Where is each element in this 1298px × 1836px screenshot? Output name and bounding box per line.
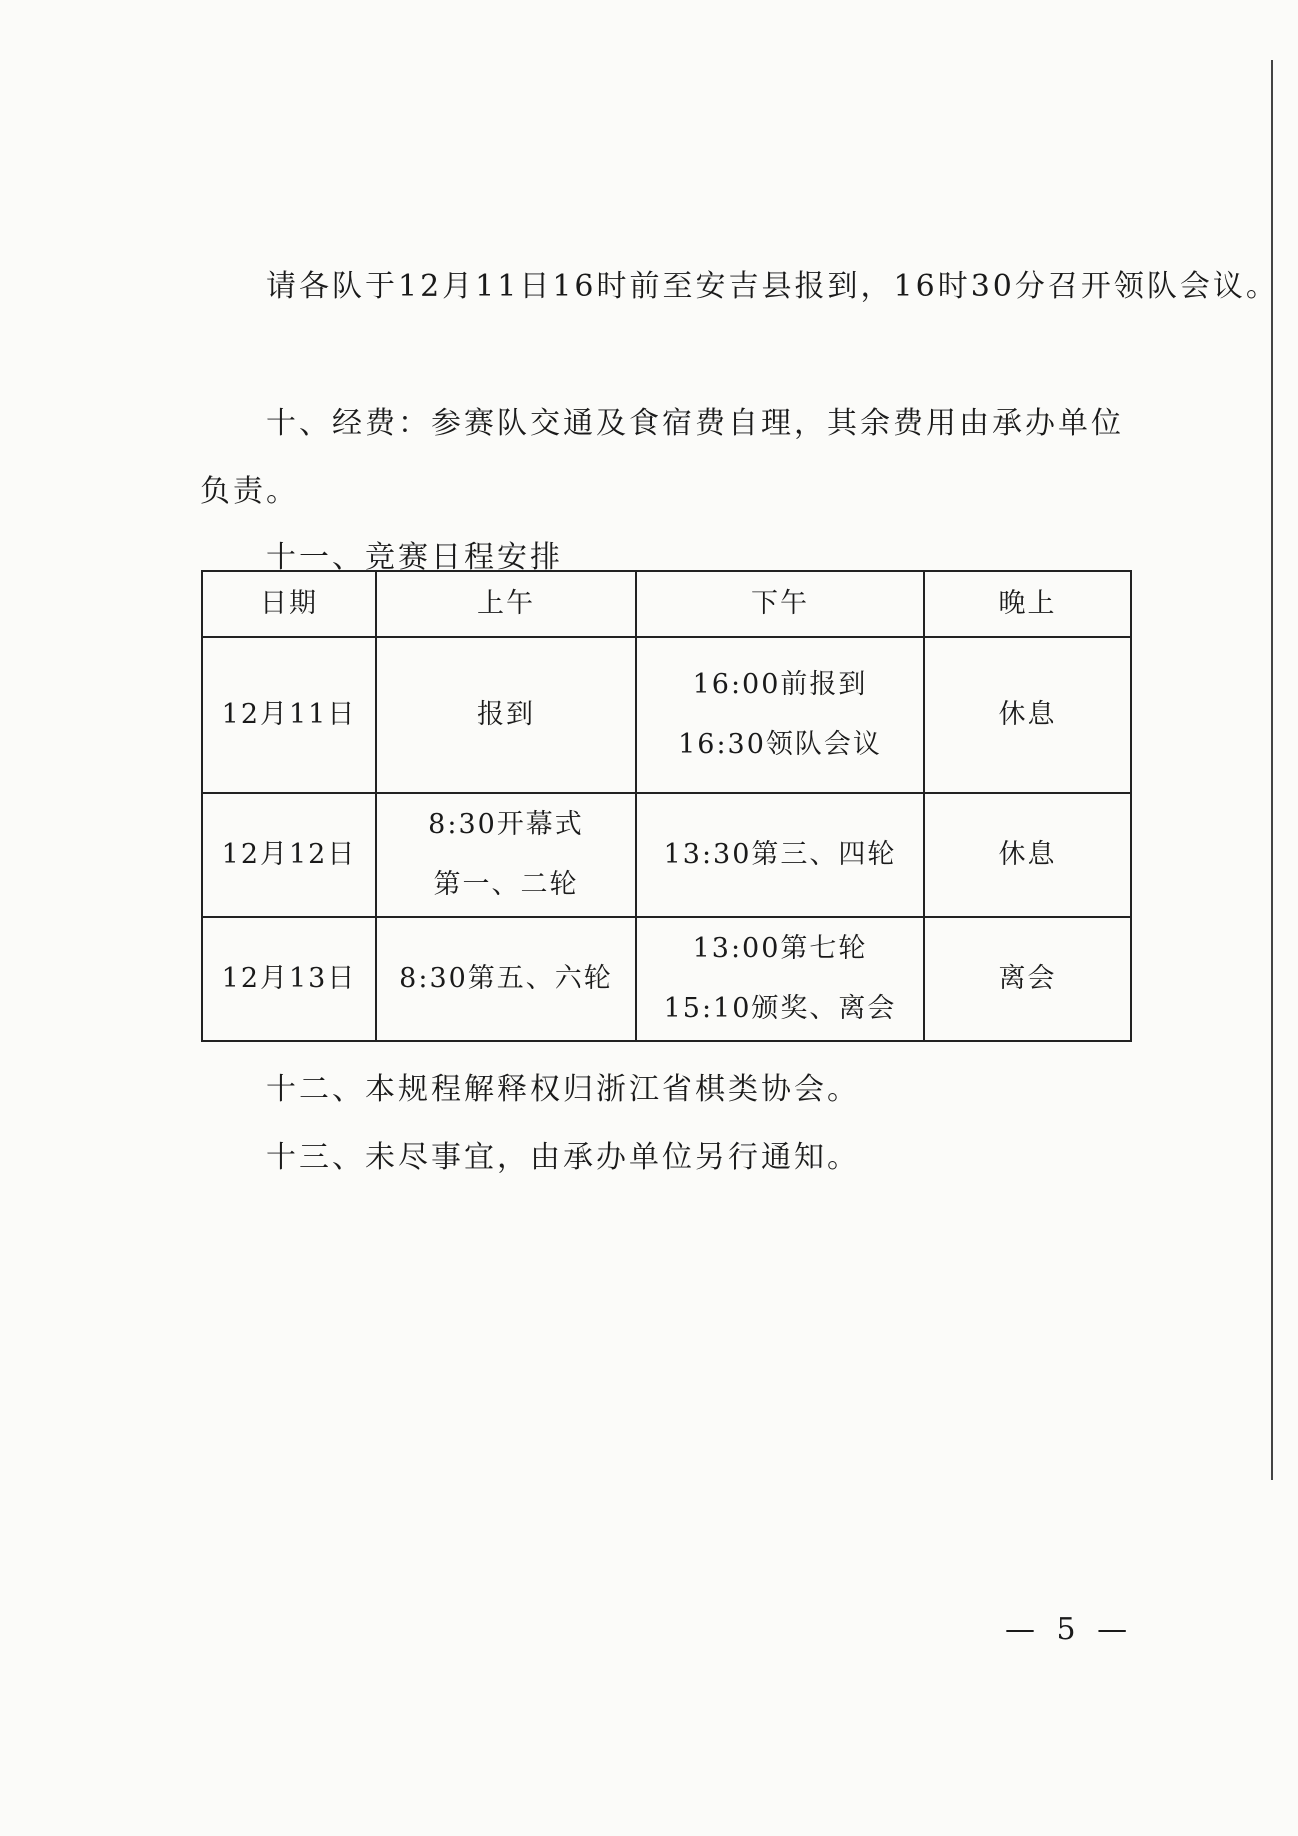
expenses-line-1: 十、经费：参赛队交通及食宿费自理，其余费用由承办单位	[266, 406, 1124, 441]
table-row	[202, 637, 1131, 793]
row-afternoon-line: 16:30领队会议	[678, 729, 882, 760]
header-evening: 晚上	[924, 571, 1131, 637]
row-evening: 休息	[924, 793, 1131, 917]
header-morning: 上午	[376, 571, 636, 637]
row-morning-line: 第一、二轮	[433, 869, 579, 900]
row-afternoon	[636, 793, 924, 917]
row-afternoon	[636, 917, 924, 1041]
row-morning	[376, 637, 636, 793]
row-evening: 休息	[924, 637, 1131, 793]
row-date: 12月12日	[202, 793, 376, 917]
page-number: — 5 —	[1005, 1612, 1134, 1647]
row-afternoon-line: 15:10颁奖、离会	[663, 993, 897, 1024]
row-date: 12月11日	[202, 637, 376, 793]
registration-line-1: 请各队于12月11日16时前至安吉县报到，16时30分召开领队会议。	[266, 269, 1279, 304]
expenses-line-2: 负责。	[200, 474, 299, 509]
row-afternoon-line: 13:00第七轮	[692, 933, 868, 964]
paragraph-registration	[200, 253, 1279, 321]
row-afternoon-line: 16:00前报到	[692, 669, 868, 700]
row-morning	[376, 917, 636, 1041]
schedule-table	[201, 570, 1132, 1042]
row-morning-line: 报到	[477, 699, 535, 730]
row-afternoon-line: 13:30第三、四轮	[663, 839, 897, 870]
table-row	[202, 917, 1131, 1041]
row-afternoon	[636, 637, 924, 793]
row-morning-line: 8:30第五、六轮	[399, 963, 613, 994]
schedule-heading: 十一、竞赛日程安排	[266, 540, 563, 575]
header-afternoon: 下午	[636, 571, 924, 637]
header-date: 日期	[202, 571, 376, 637]
row-morning-line: 8:30开幕式	[428, 809, 584, 840]
paragraph-expenses	[200, 390, 1124, 526]
table-row	[202, 793, 1131, 917]
row-morning	[376, 793, 636, 917]
table-header-row	[202, 571, 1131, 637]
paragraph-other-matters: 十三、未尽事宜，由承办单位另行通知。	[266, 1140, 860, 1175]
row-date: 12月13日	[202, 917, 376, 1041]
row-evening: 离会	[924, 917, 1131, 1041]
paragraph-interpretation: 十二、本规程解释权归浙江省棋类协会。	[266, 1072, 860, 1107]
